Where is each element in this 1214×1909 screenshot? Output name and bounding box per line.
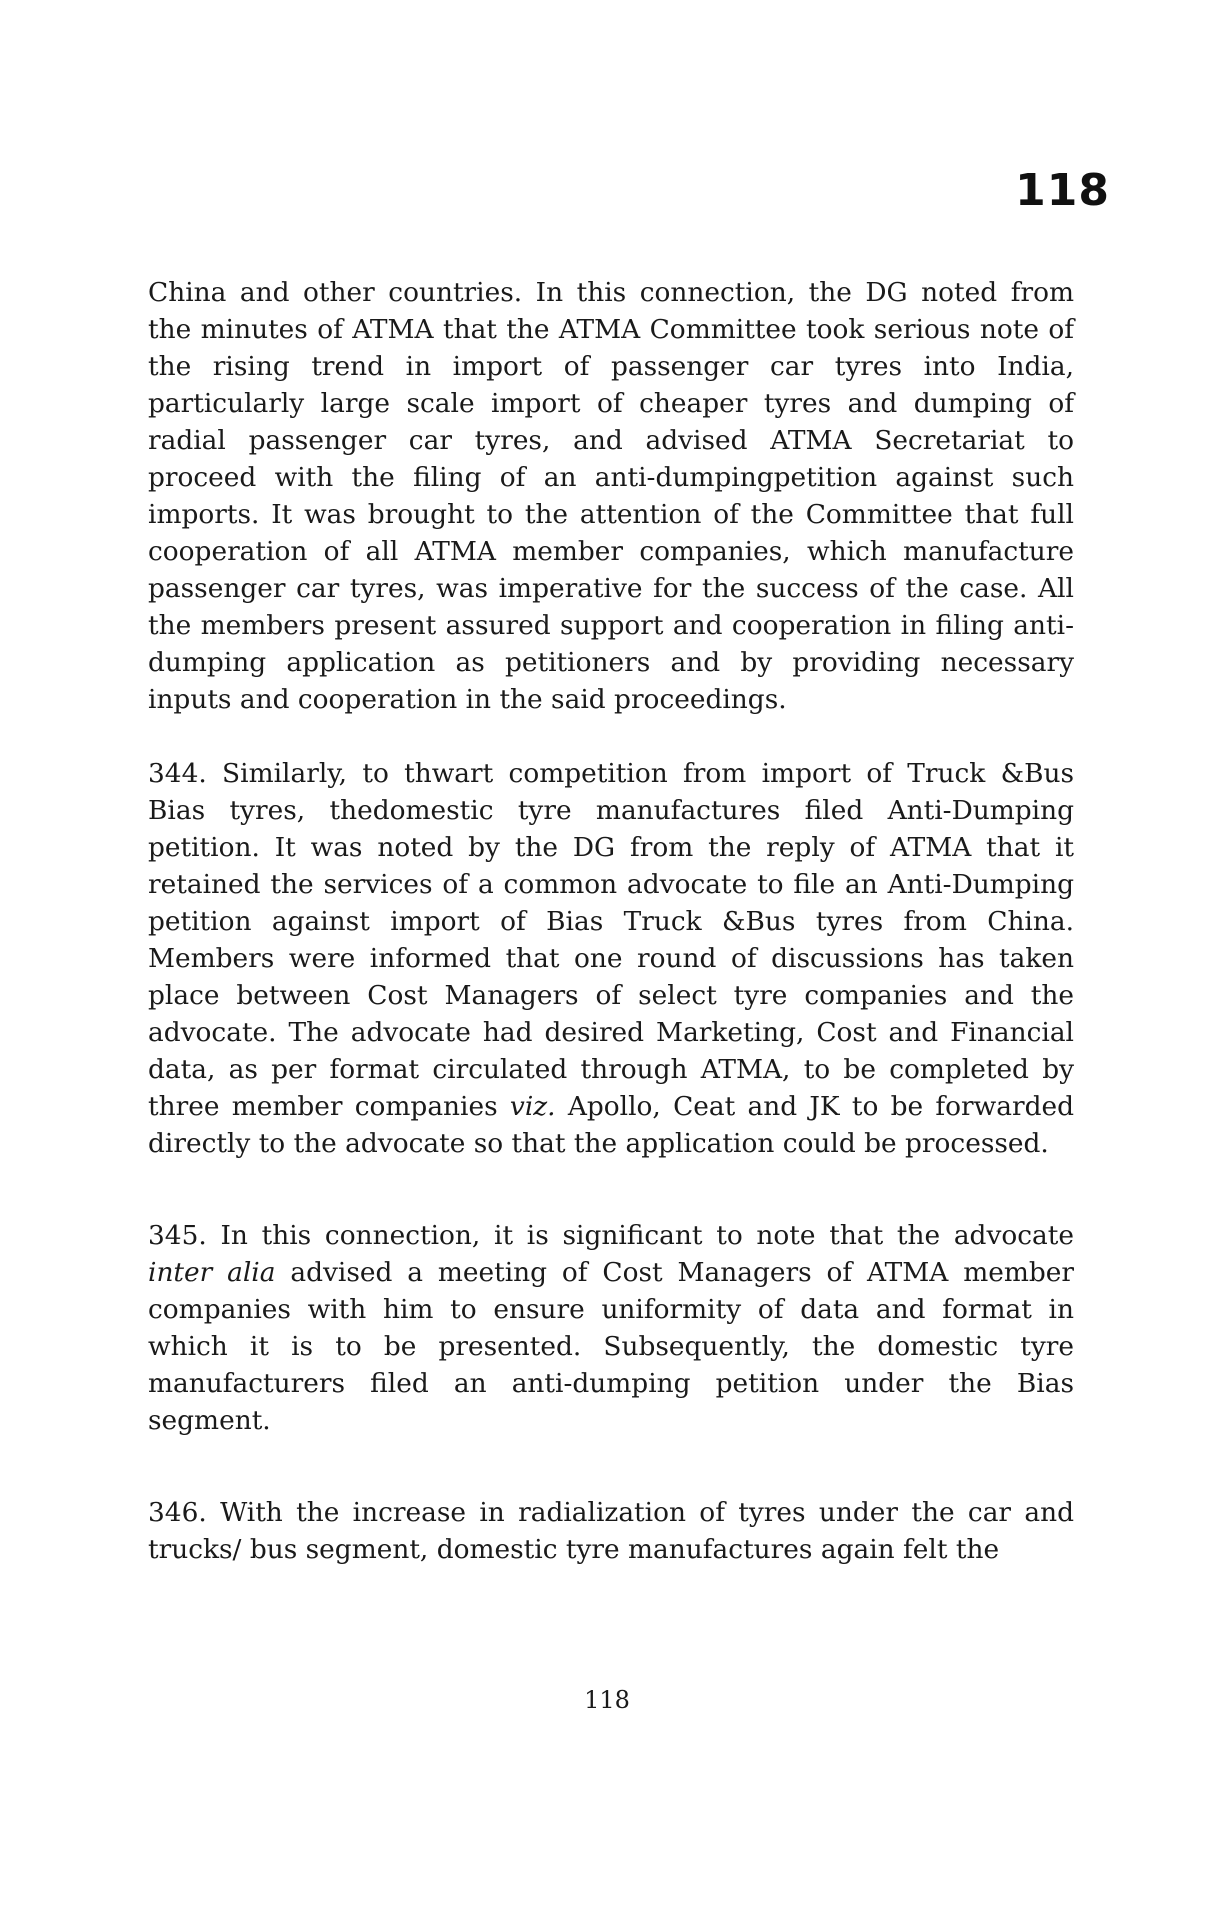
paragraph-continued: China and other countries. In this connection, the DG noted from the minutes of ATMA that the ATMA Committee took serious note of the rising trend in import of passenger car tyres into India, particularly large scale import of cheaper tyres and dumping of radial passenger car tyres, and advised ATMA Secretariat to proceed with the filing of an anti-dumpingpetition against such imports. It was brought to the attention of the Committee that full cooperation of all ATMA member companies, which manufacture passenger car tyres, was imperative for the success of the case. All the members present assured support and cooperation in filing anti-dumping application as petitioners and by providing necessary inputs and cooperation in the said proceedings. — [148, 277, 1074, 715]
page-number-footer: 118 — [584, 1686, 630, 1714]
paragraph-346: 346. With the increase in radialization of tyres under the car and trucks/ bus segment, domestic tyre manufactures again felt the — [148, 1497, 1074, 1565]
document-body — [148, 274, 1074, 1568]
paragraph-345-italic: inter alia — [148, 1257, 276, 1288]
paragraph-344-text-b: Apollo, Ceat and JK to be forwarded directly to the advocate so that the application could be processed. — [148, 1091, 1074, 1159]
paragraph-344-text-a: 344. Similarly, to thwart competition from import of Truck &Bus Bias tyres, thedomestic tyre manufactures filed Anti-Dumping petition. It was noted by the DG from the reply of ATMA that it retained the services of a common advocate to file an Anti-Dumping petition against import of Bias Truck &Bus tyres from China. Members were informed that one round of discussions has taken place between Cost Managers of select tyre companies and the advocate. The advocate had desired Marketing, Cost and Financial data, as per format circulated through ATMA, to be completed by three member companies — [148, 758, 1074, 1122]
paragraph-345-text-a: 345. In this connection, it is significant to note that the advocate — [148, 1220, 1074, 1251]
paragraph-344 — [148, 755, 1074, 1162]
paragraph-345-text-b: advised a meeting of Cost Managers of ATMA member companies with him to ensure uniformity of data and format in which it is to be presented. Subsequently, the domestic tyre manufacturers filed an anti-dumping petition under the Bias segment. — [148, 1257, 1074, 1436]
paragraph-345 — [148, 1217, 1074, 1439]
paragraph-344-italic: viz. — [509, 1091, 556, 1122]
page-number-header: 118 — [1015, 165, 1110, 216]
